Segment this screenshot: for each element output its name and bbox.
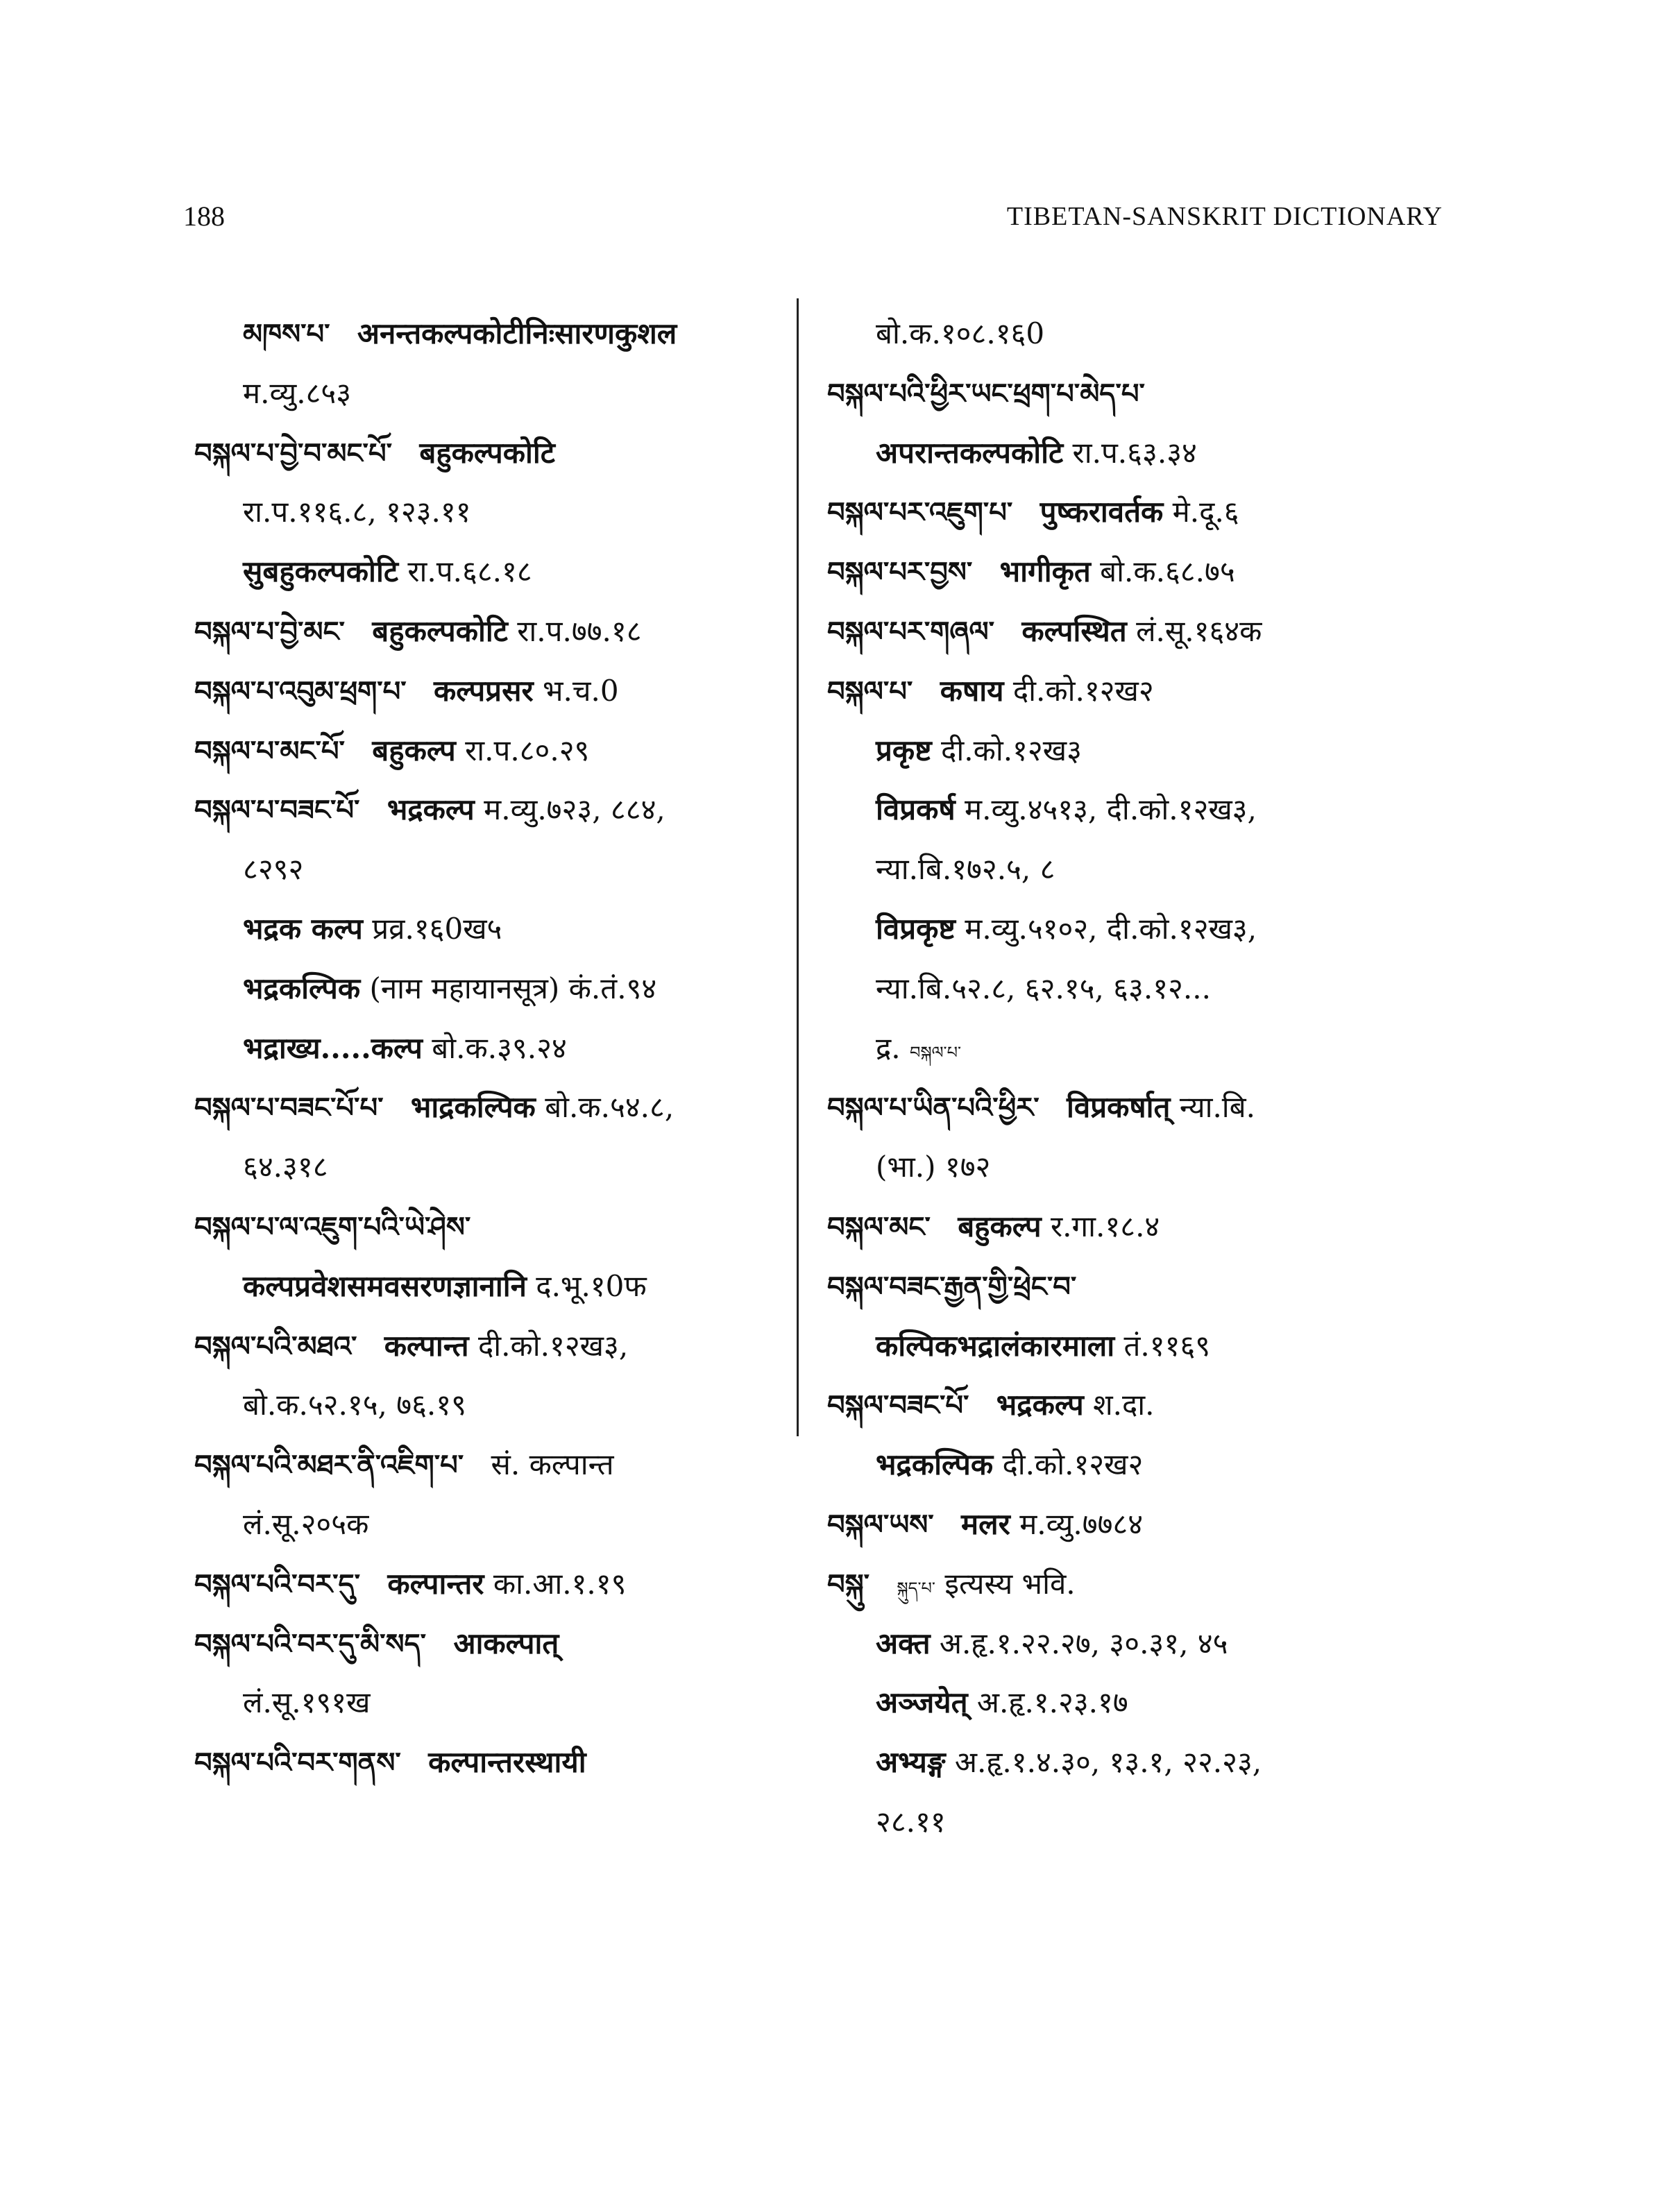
source-reference: लं.सू.२०५क [243,1506,369,1541]
source-reference: रा.प.७७.१८ [517,613,642,648]
dictionary-line [827,602,1452,661]
dictionary-line [827,1257,1452,1316]
dictionary-line [827,1078,1452,1137]
tibetan-headword: བསྐལ་པ་ [827,675,913,708]
source-reference: म.व्यु.८५३ [243,375,352,410]
dictionary-line [827,1614,1452,1674]
dictionary-line [194,1078,784,1137]
source-reference: दी.को.१२ख२ [1002,1447,1144,1482]
source-reference: तं.११६९ [1123,1328,1211,1363]
sanskrit-equivalent: कल्पिकभद्रालंकारमाला [876,1328,1115,1363]
sanskrit-equivalent: भद्राख्य.....कल्प [243,1030,423,1065]
dictionary-line [194,364,784,423]
dictionary-line [194,840,784,899]
dictionary-line [194,1733,784,1792]
sanskrit-equivalent: कल्पान्त [384,1328,469,1363]
dictionary-line [827,1673,1452,1733]
tibetan-headword: བསྐལ་པ་ཡིན་པའི་ཕྱིར་ [827,1092,1040,1125]
sanskrit-equivalent: अक्त [876,1626,931,1660]
dictionary-line [194,661,784,721]
dictionary-line [194,899,784,959]
tibetan-headword: བསྐལ་པའི་བར་གནས་ [194,1747,401,1780]
dictionary-line [827,780,1452,840]
right-column [827,304,1452,1852]
dictionary-line [194,1197,784,1257]
sanskrit-equivalent: अपरान्तकल्पकोटि [876,435,1064,470]
dictionary-line [827,423,1452,483]
sanskrit-equivalent: कषाय [940,673,1004,708]
source-reference: भ.च.0 [543,673,619,708]
sanskrit-equivalent: अभ्यङ्ग [876,1745,946,1780]
dictionary-line [827,1495,1452,1554]
tibetan-headword: བསྐལ་བཟང་པོ་ [827,1390,969,1422]
tibetan-headword: བསྐལ་པ་མང་པོ་ [194,735,345,767]
tibetan-headword: བསྐལ་པར་འཇུག་པ་ [827,497,1013,529]
source-reference: न्या.बि.१७२.५, ८ [876,852,1055,887]
source-reference: रा.प.६३.३४ [1072,435,1197,470]
source-reference: र.गा.१८.४ [1050,1209,1160,1243]
sanskrit-equivalent: बहुकल्प [958,1209,1042,1243]
source-reference: म.व्यु.७२३, ८८४, [484,792,665,827]
source-reference: प्रव्र.१६0ख५ [372,911,502,946]
source-reference: लं.सू.१९१ख [243,1685,371,1720]
dictionary-line [827,840,1452,899]
source-reference: म.व्यु.४५१३, दी.को.१२ख३, [965,792,1257,827]
source-reference: दी.को.१२ख३ [941,733,1082,767]
sanskrit-equivalent: अनन्तकल्पकोटीनिःसारणकुशल [357,316,677,350]
left-column [194,304,784,1792]
sanskrit-equivalent: विप्रकृष्ट [876,911,956,946]
tibetan-headword: བསྐུ་ [827,1568,870,1601]
sanskrit-equivalent: भद्रक कल्प [243,911,363,946]
dictionary-line [827,482,1452,542]
dictionary-line [827,1435,1452,1495]
source-reference: बो.क.१०८.१६0 [876,316,1045,350]
dictionary-line [194,304,784,364]
source-reference: द.भू.१0फ [536,1268,647,1303]
dictionary-line [827,721,1452,781]
source-reference: मे.दू.६ [1172,495,1239,529]
dictionary-line [194,423,784,483]
tibetan-headword: བསྐལ་པའི་བར་དུ་ [194,1568,361,1601]
dictionary-line [194,1673,784,1733]
dictionary-line [194,959,784,1019]
running-head: TIBETAN-SANSKRIT DICTIONARY [1006,202,1443,231]
source-reference: दी.को.१२ख२ [1012,673,1154,708]
source-reference: अ.हृ.१.४.३०, १३.१, २२.२३, [954,1745,1262,1780]
tibetan-headword: བསྐལ་ཡས་ [827,1508,934,1541]
sanskrit-equivalent: बहुकल्पकोटि [372,613,508,648]
sanskrit-equivalent: प्रकृष्ट [876,733,932,767]
dictionary-line [827,1316,1452,1376]
source-reference: बो.क.५४.८, [545,1090,674,1125]
source-reference: बो.क.६८.७५ [1100,554,1235,589]
dictionary-line [194,542,784,602]
source-reference: श.दा. [1093,1388,1155,1422]
sanskrit-equivalent: बहुकल्पकोटि [419,435,555,470]
source-reference: सं. कल्पान्त [491,1447,614,1482]
sanskrit-equivalent: कल्पान्तरस्थायी [428,1745,586,1780]
cross-reference-term: བསྐལ་པ་ [910,1042,962,1062]
dictionary-line [827,304,1452,364]
source-reference: द्र. [876,1030,901,1065]
source-reference: ६४.३१८ [243,1150,328,1184]
tibetan-headword: བསྐལ་པའི་ཕྱིར་ཡང་ཕྲག་པ་མེད་པ་ [827,377,1145,410]
dictionary-line [194,1137,784,1197]
dictionary-line [827,542,1452,602]
dictionary-line [194,1554,784,1614]
source-reference: ८२९२ [243,852,304,887]
sanskrit-equivalent: भागीकृत [999,554,1091,589]
source-reference: (नाम महायानसूत्र) कं.तं.९४ [369,971,657,1005]
source-reference: न्या.बि. [1179,1090,1256,1125]
tibetan-headword: བསྐལ་པ་བཟང་པོ་ [194,794,360,827]
sanskrit-equivalent: कल्पप्रसर [434,673,534,708]
dictionary-line [194,1614,784,1674]
tibetan-headword: མཁས་པ་ [243,318,330,350]
dictionary-line [194,780,784,840]
dictionary-line [827,1197,1452,1257]
sanskrit-equivalent: विप्रकर्ष [876,792,956,827]
page-number: 188 [183,201,225,232]
dictionary-line [827,364,1452,423]
source-reference: रा.प.८०.२९ [465,733,590,767]
sanskrit-equivalent: भाद्रकल्पिक [410,1090,536,1125]
sanskrit-equivalent: बहुकल्प [372,733,456,767]
dictionary-line [194,1257,784,1316]
sanskrit-equivalent: विप्रकर्षात् [1066,1090,1171,1125]
source-reference: २८.११ [876,1804,946,1839]
tibetan-headword: བསྐལ་པར་བྱས་ [827,556,973,589]
source-reference: म.व्यु.५१०२, दी.को.१२ख३, [965,911,1257,946]
sanskrit-equivalent: कल्पान्तर [387,1566,484,1601]
dictionary-line [827,1733,1452,1792]
tibetan-headword: བསྐལ་པའི་བར་དུ་མི་སད་ [194,1628,427,1660]
sanskrit-equivalent: भद्रकल्प [996,1388,1084,1422]
tibetan-headword: བསྐལ་པ་འབུམ་ཕྲག་པ་ [194,675,407,708]
sanskrit-equivalent: पुष्करावर्तक [1040,495,1164,529]
sanskrit-equivalent: मलर [961,1506,1010,1541]
dictionary-line [194,1019,784,1078]
sanskrit-equivalent: अञ्जयेत् [876,1685,968,1720]
source-reference: बो.क.५२.१५, ७६.१९ [243,1388,466,1422]
tibetan-headword: བསྐལ་པ་བཟང་པོ་པ་ [194,1092,384,1125]
dictionary-line [827,1019,1452,1078]
dictionary-line [827,1792,1452,1852]
source-reference: म.व्यु.७७८४ [1019,1506,1144,1541]
dictionary-line [827,1137,1452,1197]
source-reference: इत्यस्य भवि. [944,1566,1076,1601]
source-reference: रा.प.११६.८, १२३.११ [243,495,471,529]
source-reference: दी.को.१२ख३, [477,1328,629,1363]
source-reference: रा.प.६८.१८ [407,554,532,589]
source-reference: न्या.बि.५२.८, ६२.१५, ६३.१२... [876,971,1211,1005]
dictionary-line [827,959,1452,1019]
tibetan-headword: བསྐལ་པའི་མཐའ་ [194,1330,357,1363]
tibetan-headword: བསྐལ་པ་བྱེ་བ་མང་པོ་ [194,437,392,470]
sanskrit-equivalent: भद्रकल्प [387,792,475,827]
dictionary-line [827,1554,1452,1614]
sanskrit-equivalent: आकल्पात् [453,1626,559,1660]
sanskrit-equivalent: भद्रकल्पिक [876,1447,994,1482]
sanskrit-equivalent: सुबहुकल्पकोटि [243,554,398,589]
tibetan-headword: བསྐལ་པའི་མཐར་ནི་འཇིག་པ་ [194,1449,464,1482]
tibetan-headword: བསྐལ་མང་ [827,1211,931,1243]
tibetan-headword: བསྐལ་པ་ལ་འཇུག་པའི་ཡེ་ཤེས་ [194,1211,471,1243]
column-divider [797,298,799,1436]
sanskrit-equivalent: कल्पस्थित [1021,613,1127,648]
dictionary-line [827,899,1452,959]
tibetan-cross-term: སྐུད་པ་ [897,1578,935,1598]
dictionary-line [194,1375,784,1435]
tibetan-headword: བསྐལ་པ་བྱེ་མང་ [194,615,345,648]
source-reference: अ.हृ.१.२३.१७ [976,1685,1128,1720]
dictionary-line [194,721,784,781]
dictionary-line [194,482,784,542]
dictionary-line [194,1495,784,1554]
dictionary-line [827,661,1452,721]
dictionary-line [194,1435,784,1495]
sanskrit-equivalent: कल्पप्रवेशसमवसरणज्ञानानि [243,1268,527,1303]
source-reference: बो.क.३९.२४ [432,1030,567,1065]
source-reference: अ.हृ.१.२२.२७, ३०.३१, ४५ [939,1626,1228,1660]
dictionary-line [194,602,784,661]
tibetan-headword: བསྐལ་བཟང་རྒྱན་གྱི་ཕྲེང་བ་ [827,1270,1077,1303]
tibetan-headword: བསྐལ་པར་གཞལ་ [827,615,995,648]
sanskrit-equivalent: भद्रकल्पिक [243,971,361,1005]
source-reference: (भा.) १७२ [876,1150,991,1184]
dictionary-line [194,1316,784,1376]
dictionary-line [827,1375,1452,1435]
source-reference: का.आ.१.१९ [493,1566,627,1601]
source-reference: लं.सू.१६४क [1136,613,1262,648]
